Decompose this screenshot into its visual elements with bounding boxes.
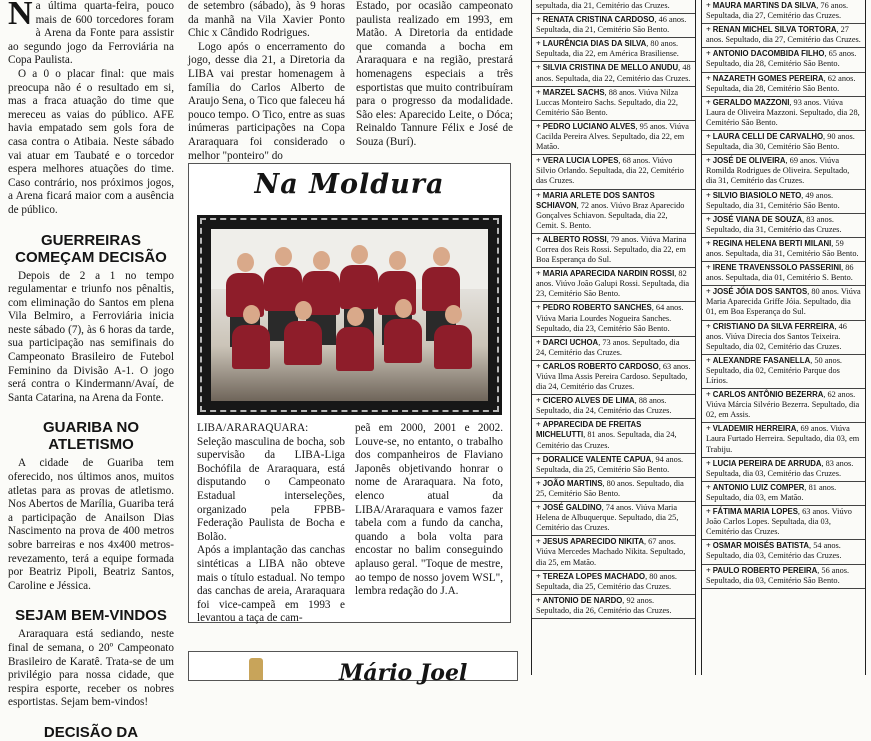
cross-icon: + (706, 424, 711, 434)
obituary-name: PEDRO LUCIANO ALVES (542, 121, 636, 131)
obituary-entry (532, 595, 695, 619)
top-paragraph-c: Estado, por ocasião campeonato paulista realizado em 1993, em Matão. A Diretoria da entidade que comanda a bocha em Araraquara e na região, prestará homenagens especiais a três esportistas que muito contribuíram para o progresso da modalidade. São eles: Aparecido Leite, o Dóca; Reinaldo Tannure Félix e José de Souza (Burí). (356, 0, 513, 148)
cross-icon: + (706, 458, 711, 468)
obituary-entry (702, 0, 865, 24)
paragraph-guariba: A cidade de Guariba tem oferecido, nos últimos anos, muitos atletas para as provas de atletismo. Nos Abertos de Marília, Guariba terá a participação de Anailson Dias Nascimento na prova de 400 metros sobre barreiras e nos 4x400 metros-revezamento, terá a equipe formada por Beatriz Pipoli, Beatriz Santos, Caroline e Jéssica. (8, 457, 174, 592)
obituary-name: VERA LUCIA LOPES (542, 156, 619, 166)
cross-icon: + (706, 507, 711, 517)
obituary-entry (702, 214, 865, 238)
headline-guariba: GUARIBA NO ATLETISMO (42, 419, 140, 454)
paragraph-bem-vindos: Araraquara está sediando, neste final de semana, o 20º Campeonato Brasileiro de Karatê. Trata-se de um privilégio para nossa cidade, que respira esporte, receber os nobres esportistas. Sejam bem-vindos! (8, 628, 174, 709)
obituary-text: , 94 anos. Sepultada, dia 25, Cemitério São Bento. (536, 454, 684, 474)
cross-icon: + (536, 234, 541, 244)
cross-icon: + (536, 396, 541, 406)
obituary-name: LAURÊNCIA DIAS DA SILVA (542, 39, 647, 49)
obituary-text: , 73 anos. Sepultado, dia 24, Cemitério das Cruzes. (536, 337, 680, 357)
obituary-name: RENAN MICHEL SILVA TORTORA (712, 25, 837, 35)
obituary-text: , 86 anos. Sepultada, dia 01, Cemitério S. Bento. (706, 263, 854, 283)
obituary-name: CARLOS ANTÔNIO BEZERRA (712, 390, 824, 400)
obituary-name: TEREZA LOPES MACHADO (542, 571, 646, 581)
na-moldura-box (188, 163, 511, 623)
obituary-text: , 80 anos. Sepultada, dia 22, em América Brasiliense. (536, 39, 679, 59)
obituary-entry (532, 38, 695, 62)
obituary-entry (702, 131, 865, 155)
obituary-text: , 65 anos. Sepultado, dia 28, Cemitério São Bento. (706, 49, 857, 69)
cross-icon: + (536, 269, 541, 279)
obituary-name: JOÃO MARTINS (542, 478, 603, 488)
obituary-entry (702, 423, 865, 457)
cross-icon: + (536, 39, 541, 49)
obituary-entry (532, 571, 695, 595)
obituary-text: , 72 anos. Viúvo Braz Aparecido Gonçalves Schiavon. Sepultada, dia 22, Cemit. S. Bento. (536, 200, 685, 230)
cross-icon: + (536, 15, 541, 25)
obituary-text: , 81 anos. Sepultado, dia 03, em Matão. (706, 482, 837, 502)
obituary-name: MARZEL SACHS (542, 87, 605, 97)
obituary-text: , 48 anos. Sepultada, dia 22, Cemitério das Cruzes. (536, 63, 691, 83)
lantern-icon (249, 658, 263, 680)
cross-icon: + (536, 121, 541, 131)
obituary-entry (532, 454, 695, 478)
cross-icon: + (706, 541, 711, 551)
obituary-text: , 81 anos. Sepultada, dia 24, Cemitério das Cruzes. (536, 430, 677, 450)
obituary-entry (702, 389, 865, 423)
obituary-text: , 63 anos. Viúva Ilma Assis Pereira Cardoso. Sepultado, dia 24, Cemitério das Cruzes. (536, 361, 691, 392)
obituary-entry (702, 321, 865, 355)
obituary-entry (532, 361, 695, 395)
obituary-name: PAULO ROBERTO PEREIRA (712, 565, 818, 575)
obituary-name: PEDRO ROBERTO SANCHES (542, 303, 652, 313)
obituary-text: , 54 anos. Sepultado, dia 03, Cemitério das Cruzes. (706, 541, 842, 561)
obituary-entry (532, 337, 695, 361)
obituary-name: SILVIO BIASIOLO NETO (712, 190, 802, 200)
obituary-column-right (701, 0, 866, 675)
obituary-text: , 67 anos. Viúva Mercedes Machado Nikita. Sepultado, dia 25, em Matão. (536, 537, 686, 567)
obituary-entry (702, 48, 865, 72)
obituary-text: , 64 anos. Viúva Maria Lourdes Nogueira Sanches. Sepultado, dia 23, Cemitério São Bento. (536, 303, 684, 333)
obituary-text: , 88 anos. Sepultado, dia 24, Cemitério das Cruzes. (536, 396, 672, 416)
obituary-text: , 68 anos. Viúvo Silvio Orlando. Sepultada, dia 22, Cemitério das Cruzes. (536, 156, 684, 186)
obituary-name: JOSÉ VIANA DE SOUZA (712, 214, 803, 224)
obituary-name: JOSÉ JÓIA DOS SANTOS (712, 287, 808, 297)
obituary-text: , 95 anos. Viúva Cacilda Pereira Alves. Sepultado, dia 22, em Matão. (536, 121, 689, 152)
obituary-name: JOSÉ DE OLIVEIRA (712, 156, 786, 166)
cross-icon: + (536, 63, 541, 73)
paragraph-guerreiras: Depois de 2 a 1 no tempo regulamentar e triunfo nos pênaltis, com eliminação do Santos em plena Vila Belmiro, a Ferroviária inicia neste sábado (7), às 6 horas da tarde, sua participação nas semifinais do Campeonato Brasileiro de Futebol Feminino da Divisão A-1. O jogo será contra o Kindermann/Avaí, de Santa Catarina, na Arena da Fonte. (8, 269, 174, 404)
obituary-entry (532, 478, 695, 502)
mario-joel-box (188, 651, 518, 686)
obituary-text: , 69 anos. Viúva Romilda Rodrigues de Oliveira. Sepultado, dia 31, Cemitério das Cruzes. (706, 156, 850, 186)
obituary-entry (532, 14, 695, 38)
obituary-text: , 79 anos. Viúva Marina Correa dos Reis Rossi. Sepultado, dia 22, em Boa Esperança do Sul. (536, 234, 687, 265)
obituary-name: NAZARETH GOMES PEREIRA (712, 73, 824, 83)
obituary-entry (702, 506, 865, 540)
box-title: Na Moldura (254, 169, 445, 200)
cross-icon: + (706, 132, 711, 142)
obituary-entry (532, 419, 695, 453)
obituary-entry (532, 268, 695, 302)
obituary-name: VLADEMIR HERREIRA (712, 424, 797, 434)
obituary-text: , 56 anos. Sepultado, dia 03, Cemitério São Bento. (706, 565, 850, 585)
cross-icon: + (706, 49, 711, 59)
cross-icon: + (706, 156, 711, 166)
cross-icon: + (706, 355, 711, 365)
obituary-entry (702, 540, 865, 564)
obituary-text: , 83 anos. Sepultado, dia 31, Cemitério das Cruzes. (706, 214, 842, 234)
sports-column (8, 0, 174, 741)
cross-icon: + (706, 73, 711, 83)
obituary-text: , 59 anos. Sepultada, dia 31, Cemitério São Bento. (706, 238, 859, 258)
cross-icon: + (536, 87, 541, 97)
obituary-entry (702, 565, 865, 589)
cross-icon: + (706, 214, 711, 224)
obituary-name: ANTONIO DE NARDO (542, 595, 623, 605)
top-paragraph-a: de setembro (sábado), às 9 horas da manhã na Vila Xavier Ponto Chic x Cândido Rodrigues. (188, 0, 345, 40)
obituary-column-left (531, 0, 696, 675)
cross-icon: + (706, 1, 711, 10)
team-photo (211, 229, 488, 401)
obituary-entry (702, 262, 865, 286)
obituary-entry (532, 234, 695, 268)
obituary-name: GERALDO MAZZONI (712, 97, 790, 107)
cross-icon: + (706, 97, 711, 107)
obituary-name: DARCI UCHOA (542, 337, 599, 347)
obituary-entry (532, 190, 695, 234)
obituary-entry (702, 355, 865, 389)
headline-guerreiras: GUERREIRAS COMEÇAM DECISÃO (15, 231, 167, 266)
obituary-entry (702, 458, 865, 482)
obituary-name: CRISTIANO DA SILVA FERREIRA (712, 321, 835, 331)
obituary-name: CARLOS ROBERTO CARDOSO (542, 361, 659, 371)
obituary-name: JESUS APARECIDO NIKITA (542, 537, 644, 547)
cross-icon: + (536, 478, 541, 488)
obituary-name: LAURA CELLI DE CARVALHO (712, 132, 824, 142)
obituary-entry (532, 302, 695, 336)
cross-icon: + (706, 190, 711, 200)
cross-icon: + (706, 238, 711, 248)
obituary-name: DORALICE VALENTE CAPUA (542, 454, 652, 464)
obituary-entry (532, 502, 695, 536)
cross-icon: + (706, 263, 711, 273)
box-text-left: LIBA/ARARAQUARA: Seleção masculina de bocha, sob supervisão da LIBA-Liga Bochófila de Araraquara, está disputando o Campeonato Estadual interseleções, organizado pela FPBB-Federação Paulista de Bocha e Bolão. Após a implantação das canchas sintéticas a LIBA não obteve mais o título estadual. No tempo das canchas de areia, Araraquara foi vice-campeã em 1993 e levantou a taça de cam- (197, 422, 345, 625)
obituary-name: ANTONIO DACOMBIDA FILHO (712, 49, 825, 59)
obituary-text: , 80 anos. Sepultada, dia 25, Cemitério das Cruzes. (536, 571, 677, 591)
obituary-name: APPARECIDA DE FREITAS MICHELUTTI (536, 420, 642, 440)
obituary-name: SILVIA CRISTINA DE MELLO ANUDU (542, 63, 679, 73)
paragraph-placar: O a 0 o placar final: que mais preocupa não é o resultado em si, mas a fraca atuação do time que mereceu as vaias do público. AFE havia empatado sem gols fora de casa contra o Atibaia. Neste sábado vai atuar em Taubaté e o torcedor espera melhores atuações do time. Caso contrário, nos próximos jogos, a Arena ficará maior com a ausência de público. (8, 67, 174, 216)
top-article (188, 0, 513, 160)
cross-icon: + (706, 287, 711, 297)
obituary-entry (532, 0, 695, 14)
cross-icon: + (706, 321, 711, 331)
obituary-text: , 27 anos. Sepultado, dia 27, Cemitério das Cruzes. (706, 25, 861, 45)
obituary-text: , 63 anos. Viúvo João Carlos Lopes. Sepultada, dia 03, Cemitério das Cruzes. (706, 507, 852, 537)
obituary-text: , 76 anos. Sepultada, dia 27, Cemitério das Cruzes. (706, 1, 849, 21)
obituary-entry (702, 24, 865, 48)
cross-icon: + (536, 503, 541, 513)
cross-icon: + (706, 482, 711, 492)
cross-icon: + (536, 361, 541, 371)
obituary-text: , 62 anos. Sepultada, dia 28, Cemitério São Bento. (706, 73, 856, 93)
headline-bem-vindos: SEJAM BEM-VINDOS (15, 607, 167, 625)
bottom-box-title: Mário Joel (339, 660, 468, 686)
cross-icon: + (536, 454, 541, 464)
obituary-entry (702, 238, 865, 262)
obituary-entry (702, 155, 865, 189)
box-text-right: peã em 2000, 2001 e 2002. Louve-se, no entanto, o trabalho dos companheiros de Flaviano Japonês objetivando honrar o nome de Araraquara. Na foto, elenco atual da LIBA/Araraquara e vamos fazer tabela com a fundo da cancha, quando a bola volta para encostar no balim conseguindo aplauso geral. "Toque de mestre, ao tempo de nosso jovem WSL", lembra redação do J.A. (355, 422, 503, 598)
obituary-entry (702, 73, 865, 97)
obituary-name: MARIA ARLETE DOS SANTOS SCHIAVON (536, 190, 655, 210)
obituary-text: , 80 anos. Viúva Maria Aparecida Griffe Jóia. Sepultado, dia 01, em Boa Esperança do Sul. (706, 287, 861, 317)
obituary-name: JOSÉ GALDINO (542, 503, 602, 513)
obituary-text: , 50 anos. Sepultado, dia 02, Cemitério Parque dos Lírios. (706, 355, 843, 385)
obituary-name: ANTONIO LUIZ COMPER (712, 482, 805, 492)
obituary-entry (702, 97, 865, 131)
obituary-entry (702, 482, 865, 506)
obituary-entry (702, 190, 865, 214)
cross-icon: + (536, 595, 541, 605)
cross-icon: + (536, 571, 541, 581)
obituary-name: ALBERTO ROSSI (542, 234, 607, 244)
obituary-text: , 62 anos. Viúva Márcia Silvério Bezerra. Sepultado, dia 02, em Assis. (706, 390, 860, 420)
photo-frame (197, 215, 502, 415)
cross-icon: + (706, 565, 711, 575)
obituary-name: MAURA MARTINS DA SILVA (712, 1, 817, 10)
cross-icon: + (536, 337, 541, 347)
cross-icon: + (706, 390, 711, 400)
cross-icon: + (536, 537, 541, 547)
cross-icon: + (536, 420, 541, 430)
intro-paragraph: a última quarta-feira, pouco mais de 600 torcedores foram à Arena da Fonte para assistir ao segundo jogo da Ferroviária na Copa Paulista. (8, 0, 174, 67)
obituary-name: MARIA APARECIDA NARDIN ROSSI (542, 269, 675, 279)
obituary-text: , 93 anos. Viúva Laura de Oliveira Mazzoni. Sepultado, dia 28, Cemitério São Bento. (706, 97, 860, 127)
obituary-entry (532, 395, 695, 419)
top-paragraph-b: Logo após o encerramento do jogo, desse dia 21, a Diretoria da LIBA vai prestar homenagem à família do Carlos Alberto de Araujo Sena, o Tico que faleceu há pouco tempo. O Tico, entre as suas inúmeras participações na Copa Araraquara foi considerado o melhor "ponteiro" do (188, 40, 345, 162)
obituary-text: , 90 anos. Sepultada, dia 30, Cemitério São Bento. (706, 132, 855, 152)
obituary-name: REGINA HELENA BERTI MILANI (712, 238, 832, 248)
obituary-text: , 49 anos. Sepultado, dia 31, Cemitério São Bento. (706, 190, 840, 210)
obituary-text: , 46 anos. Sepultada, dia 21, Cemitério São Bento. (536, 15, 687, 35)
headline-decisao: DECISÃO DA (43, 723, 139, 741)
obituary-name: CICERO ALVES DE LIMA (542, 396, 635, 406)
cross-icon: + (706, 25, 711, 35)
obituary-text: , 92 anos. Sepultado, dia 26, Cemitério das Cruzes. (536, 595, 672, 615)
cross-icon: + (536, 303, 541, 313)
obituary-text: , 74 anos. Viúva Maria Helena de Albuquerque. Sepultado, dia 25, Cemitério das Cruzes. (536, 503, 679, 533)
obituary-text: , 82 anos. Viúvo João Galupi Rossi. Sepultada, dia 23, Cemitério São Bento. (536, 269, 690, 299)
obituary-entry (702, 286, 865, 320)
obituary-text: , 69 anos. Viúva Laura Furtado Herreira. Sepultado, dia 03, em Trabiju. (706, 424, 860, 454)
obituary-text: sepultada, dia 21, Cemitério das Cruzes. (536, 1, 670, 10)
obituary-entry (532, 155, 695, 189)
obituary-entry (532, 121, 695, 155)
obituary-entry (532, 87, 695, 121)
obituary-text: , 88 anos. Viúva Nilza Luccas Monteiro Sachs. Sepultado, dia 22, Cemitério São Bento. (536, 87, 679, 117)
drop-cap: N (8, 0, 33, 32)
obituary-text: , 80 anos. Sepultado, dia 25, Cemitério São Bento. (536, 478, 684, 498)
obituary-name: ALEXANDRE FASANELLA (712, 355, 811, 365)
cross-icon: + (536, 156, 541, 166)
obituary-text: , 46 anos. Viúva Direcia dos Santos Teixeira. Sepultado, dia 02, Cemitério das Cruzes. (706, 321, 847, 351)
obituary-entry (532, 62, 695, 86)
obituary-name: IRENE TRAVENSSOLO PASSERINI (712, 263, 842, 273)
obituary-name: RENATA CRISTINA CARDOSO (542, 15, 655, 25)
obituary-name: LUCIA PEREIRA DE ARRUDA (712, 458, 822, 468)
obituary-name: OSMAR MOISÉS BATISTA (712, 541, 810, 551)
obituary-name: FÁTIMA MARIA LOPES (712, 507, 798, 517)
obituary-entry (532, 536, 695, 570)
cross-icon: + (536, 190, 541, 200)
obituary-text: , 83 anos. Sepultada, dia 03, Cemitério das Cruzes. (706, 458, 854, 478)
